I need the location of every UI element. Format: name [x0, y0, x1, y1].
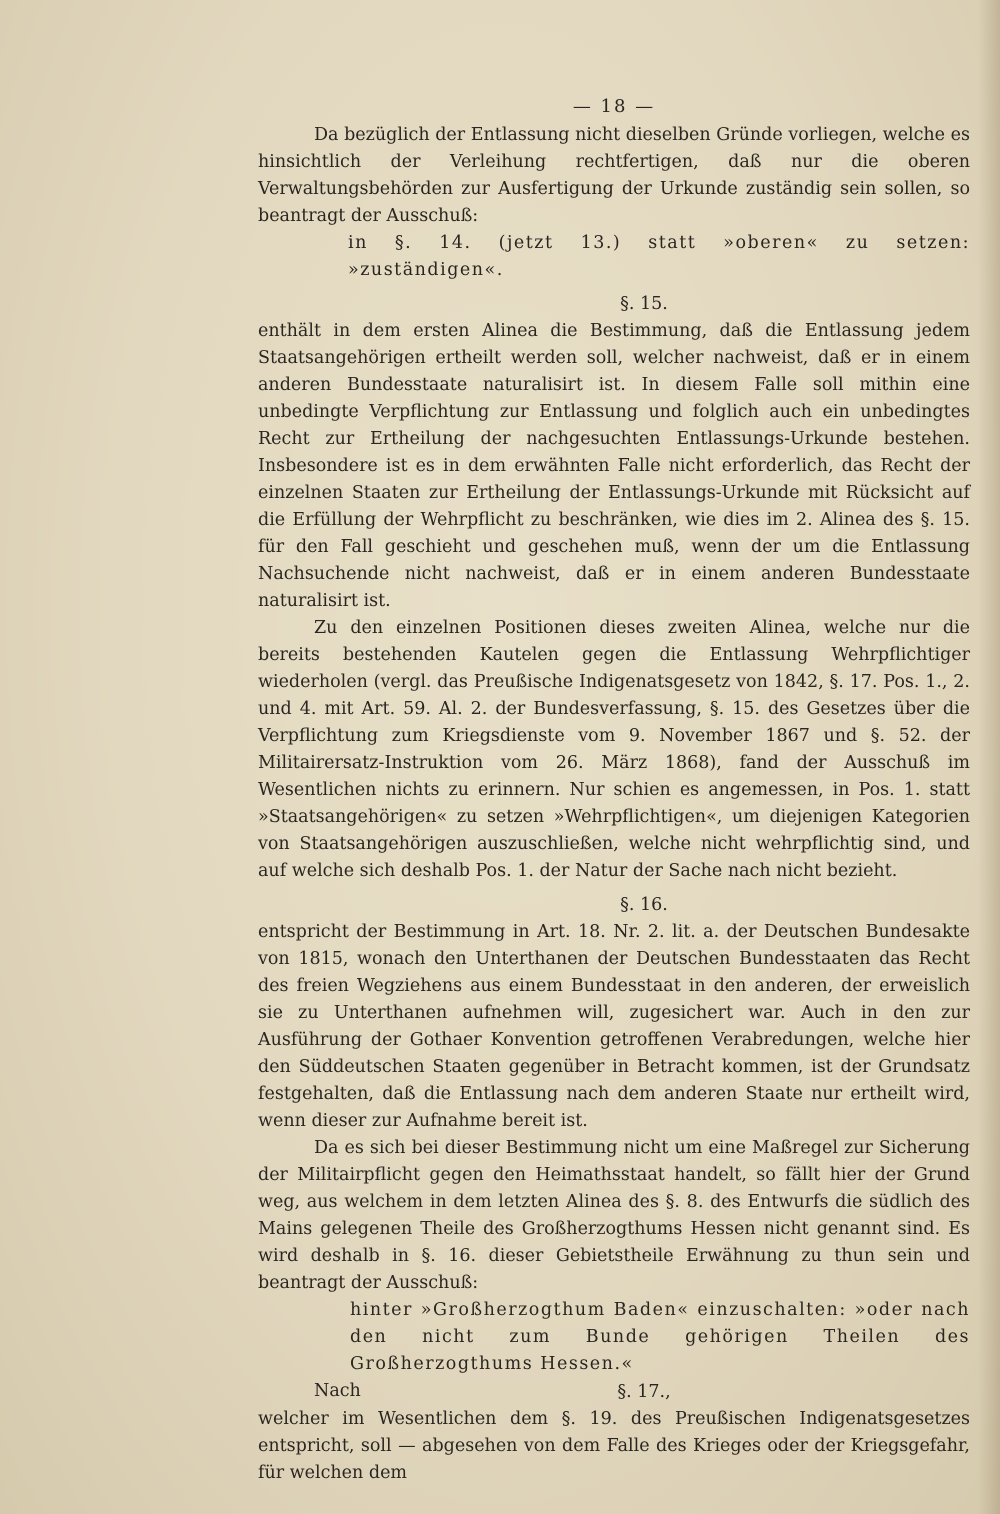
paragraph-positions: Zu den einzelnen Positionen dieses zweiten Alinea, welche nur die bereits bestehenden Kautelen gegen die Entlassung Wehrpflichtiger wiederholen (vergl. das Preußische Indigenatsgesetz von 1842, §. 17. Pos. 1., 2. und 4. mit Art. 59. Al. 2. der Bundesverfassung, §. 15. des Gesetzes über die Verpflichtung zum Kriegsdienste vom 9. November 1867 und §. 52. der Militairersatz-Instruktion vom 26. März 1868), fand der Ausschuß im Wesentlichen nichts zu erinnern. Nur schien es angemessen, in Pos. 1. statt »Staatsangehörigen« zu setzen »Wehrpflichtigen«, um diejenigen Kategorien von Staatsangehörigen auszuschließen, welche nicht wehrpflichtig sind, und auf welche sich deshalb Pos. 1. der Natur der Sache nach nicht bezieht. [258, 618, 970, 881]
page-edge-shadow [978, 0, 1000, 1514]
paragraph-nach: Nach [314, 1381, 361, 1401]
paragraph-section-15: enthält in dem ersten Alinea die Bestimmung, daß die Entlassung jedem Staatsangehörigen ertheilt werden soll, welcher nachweist, daß er in einem anderen Bundesstaate naturalisirt ist. In diesem Falle soll mithin eine unbedingte Verpflichtung zur Entlassung und folglich auch ein unbedingtes Recht zur Ertheilung der nachgesuchten Entlassungs-Urkunde bestehen. Insbesondere ist es in dem erwähnten Falle nicht erforderlich, das Recht der einzelnen Staaten zur Ertheilung der Entlassungs-Urkunde mit Rücksicht auf die Erfüllung der Wehrpflicht zu beschränken, wie dies im 2. Alinea des §. 15. für den Fall geschieht und geschehen muß, wenn der um die Entlassung Nachsuchende nicht nachweist, daß er in einem anderen Bundesstaate naturalisirt ist. [258, 321, 970, 611]
paragraph-intro: Da bezüglich der Entlassung nicht dieselben Gründe vorliegen, welche es hinsichtlich der Verleihung rechtfertigen, daß nur die oberen Verwaltungsbehörden zur Ausfertigung der Urkunde zuständig sein sollen, so beantragt der Ausschuß: [258, 125, 970, 226]
paragraph-section-17: welcher im Wesentlichen dem §. 19. des Preußischen Indigenatsgesetzes entspricht, soll — abgesehen von dem Falle des Krieges oder der Kriegsgefahr, für welchen dem [258, 1409, 970, 1483]
section-heading-15: §. 15. [620, 294, 668, 314]
motion-quote-14: in §. 14. (jetzt 13.) statt »oberen« zu setzen: »zuständigen«. [348, 233, 970, 280]
paragraph-militairpflicht: Da es sich bei dieser Bestimmung nicht um eine Maßregel zur Sicherung der Militairpflicht gegen den Heimathsstaat handelt, so fällt hier der Grund weg, aus welchem in dem letzten Alinea des §. 8. des Entwurfs die südlich des Mains gelegenen Theile des Großherzogthums Hessen nicht genannt sind. Es wird deshalb in §. 16. dieser Gebietstheile Erwähnung zu thun sein und beantragt der Ausschuß: [258, 1138, 970, 1293]
motion-quote-16: hinter »Großherzogthum Baden« einzuschalten: »oder nach den nicht zum Bunde gehörigen Theilen des Großherzogthums Hessen.« [350, 1300, 970, 1374]
paragraph-section-16: entspricht der Bestimmung in Art. 18. Nr. 2. lit. a. der Deutschen Bundesakte von 1815, wonach den Unterthanen der Deutschen Bundesstaaten das Recht des freien Wegziehens aus einem Bundesstaat in den anderen, der erweislich sie zu Unterthanen aufnehmen will, zugesichert war. Auch in den zur Ausführung der Gothaer Konvention getroffenen Verabredungen, welche hier den Süddeutschen Staaten gegenüber in Betracht kommen, ist der Grundsatz festgehalten, daß die Entlassung nach dem anderen Staate nur ertheilt wird, wenn dieser zur Aufnahme bereit ist. [258, 922, 970, 1131]
section-heading-16: §. 16. [620, 895, 668, 915]
page-number: — 18 — [572, 96, 656, 117]
text-column [258, 92, 970, 1487]
section-heading-17: §. 17., [617, 1382, 671, 1402]
